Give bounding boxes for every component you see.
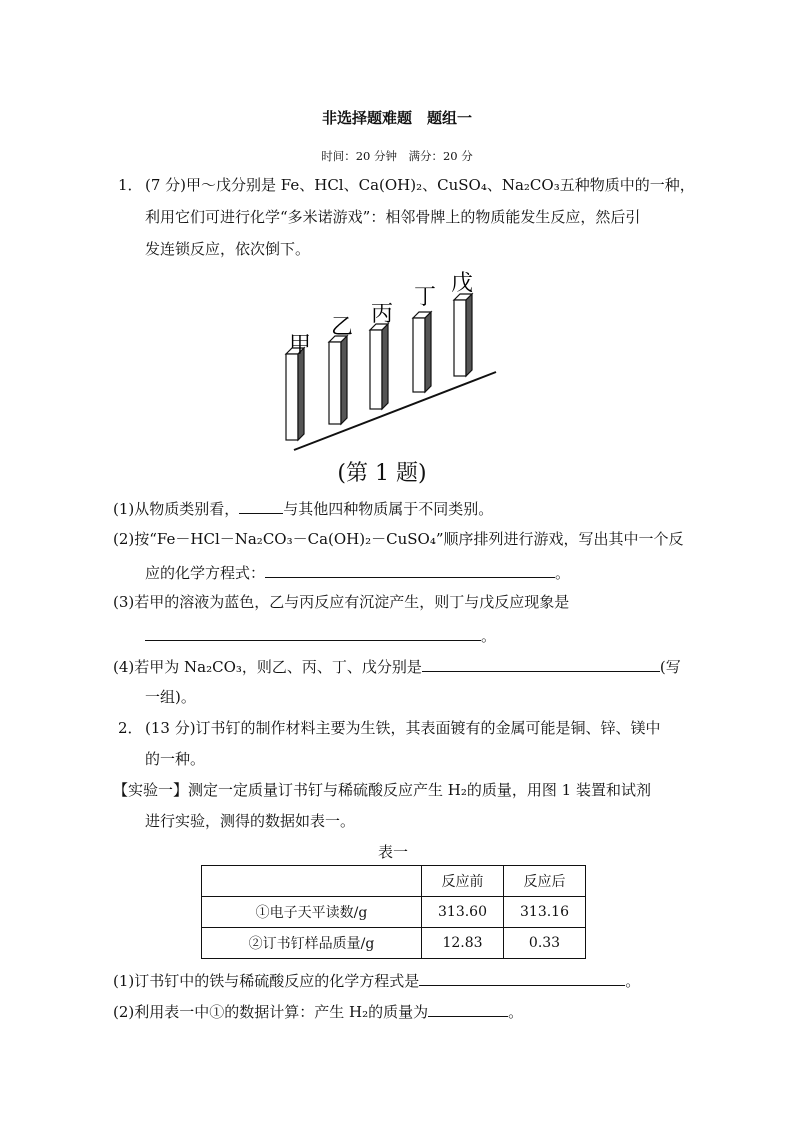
ground-line <box>294 372 496 450</box>
table-cell: 313.16 <box>504 897 586 928</box>
q2-sub2-text: (2)利用表一中①的数据计算：产生 H₂的质量为 <box>113 1003 429 1021</box>
data-table <box>201 865 586 959</box>
q1-sub2-line2 <box>145 561 570 583</box>
q1-sub2-text: 应的化学方程式： <box>145 564 266 582</box>
table-cell: 313.60 <box>422 897 504 928</box>
table-cell: 12.83 <box>422 928 504 959</box>
q1-sub1 <box>113 497 493 519</box>
q2-exp1-line2: 进行实验，测得的数据如表一。 <box>145 812 356 830</box>
domino-label-5: 戊 <box>450 271 474 296</box>
q1-number: 1． <box>118 176 143 194</box>
domino-5 <box>454 294 472 376</box>
q2-sub1-answer-blank[interactable] <box>419 969 625 986</box>
q1-sub4-line1 <box>113 655 681 677</box>
domino-2 <box>329 336 347 424</box>
table-caption: 表一 <box>377 843 408 861</box>
domino-figure <box>270 258 510 453</box>
time-score-info: 时间：20 分钟 满分：20 分 <box>321 149 473 163</box>
table-cell: ②订书钉样品质量/g <box>202 928 422 959</box>
table-header-cell: 反应后 <box>504 866 586 897</box>
q1-stem-line2: 利用它们可进行化学“多米诺游戏”：相邻骨牌上的物质能发生反应，然后引 <box>145 208 641 226</box>
table-header-row <box>202 866 586 897</box>
q1-sub1-text: (1)从物质类别看， <box>113 500 240 518</box>
table-cell: 0.33 <box>504 928 586 959</box>
q1-sub3-line1: (3)若甲的溶液为蓝色，乙与丙反应有沉淀产生，则丁与戊反应现象是 <box>113 593 570 611</box>
table-row <box>202 928 586 959</box>
table-header-cell <box>202 866 422 897</box>
domino-label-4: 丁 <box>413 285 437 310</box>
q1-sub1-text-end: 与其他四种物质属于不同类别。 <box>283 500 494 518</box>
domino-3 <box>370 324 388 409</box>
q2-number: 2． <box>118 719 143 737</box>
q1-sub4-text-end: (写 <box>659 658 681 676</box>
q1-stem-line3: 发连锁反应，依次倒下。 <box>145 240 311 258</box>
q2-sub2 <box>113 1000 523 1022</box>
q2-sub1-text-end: 。 <box>625 972 641 990</box>
domino-4 <box>413 312 431 392</box>
domino-label-1: 甲 <box>288 333 312 358</box>
q2-exp1-line1: 【实验一】测定一定质量订书钉与稀硫酸反应产生 H₂的质量，用图 1 装置和试剂 <box>113 781 651 799</box>
domino-1 <box>286 348 304 440</box>
q2-stem-line2: 的一种。 <box>145 750 206 768</box>
q2-sub2-answer-blank[interactable] <box>428 1000 508 1017</box>
q1-sub3-line2 <box>145 624 496 646</box>
q1-sub4-line2: 一组)。 <box>145 688 196 706</box>
q2-stem-line1: (13 分)订书钉的制作材料主要为生铁，其表面镀有的金属可能是铜、锌、镁中 <box>145 719 661 737</box>
table-header-cell: 反应前 <box>422 866 504 897</box>
q1-stem-line1: (7 分)甲～戊分别是 Fe、HCl、Ca(OH)₂、CuSO₄、Na₂CO₃五种物质中的一种， <box>145 176 695 194</box>
q2-sub1-text: (1)订书钉中的铁与稀硫酸反应的化学方程式是 <box>113 972 420 990</box>
domino-label-3: 丙 <box>370 302 394 327</box>
q1-sub3-text-end: 。 <box>481 627 497 645</box>
table-row <box>202 897 586 928</box>
q2-sub1 <box>113 969 640 991</box>
q2-sub2-text-end: 。 <box>508 1003 524 1021</box>
domino-label-2: 乙 <box>330 315 354 340</box>
page-title: 非选择题难题 题组一 <box>321 109 472 127</box>
q1-sub3-answer-blank[interactable] <box>145 624 481 641</box>
q1-sub2-answer-blank[interactable] <box>265 561 555 578</box>
figure-caption: (第 1 题) <box>337 461 427 486</box>
q1-sub2-text-end: 。 <box>555 564 571 582</box>
table-cell: ①电子天平读数/g <box>202 897 422 928</box>
q1-sub1-answer-blank[interactable] <box>239 497 283 514</box>
q1-sub4-answer-blank[interactable] <box>422 655 660 672</box>
q1-sub4-text: (4)若甲为 Na₂CO₃，则乙、丙、丁、戊分别是 <box>113 658 422 676</box>
q1-sub2-line1: (2)按“Fe－HCl－Na₂CO₃－Ca(OH)₂－CuSO₄”顺序排列进行游戏，写出其中一个反 <box>113 530 684 548</box>
